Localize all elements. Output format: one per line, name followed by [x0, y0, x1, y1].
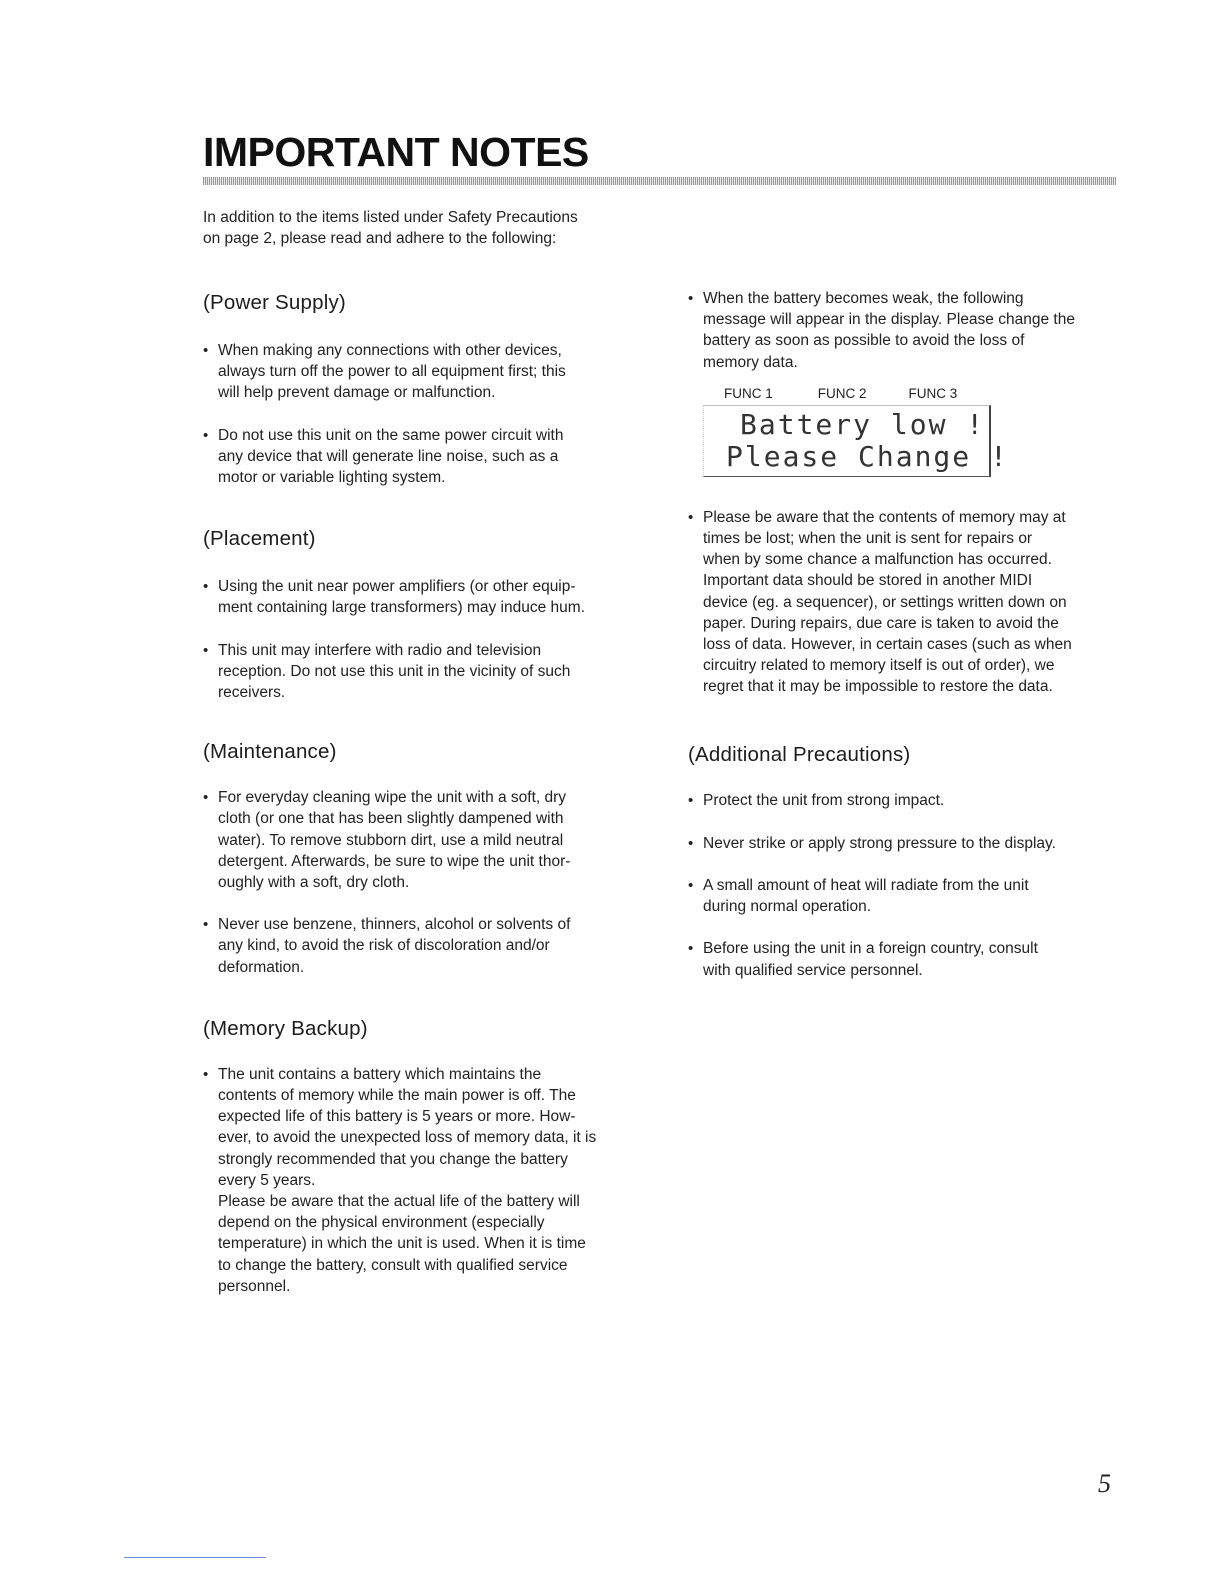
page-number: 5: [1098, 1469, 1111, 1498]
title-underline: [203, 177, 1116, 185]
page-title: IMPORTANT NOTES: [203, 129, 589, 175]
lcd-line-2: Please Change !: [726, 439, 1009, 473]
left-column: [203, 290, 633, 1297]
list-item: • When the battery becomes weak, the following message will appear in the display. Please change the battery as soon as possible to avoid the loss of memory data.: [688, 288, 1120, 373]
section-heading-memory-backup: (Memory Backup): [203, 1016, 368, 1040]
memory-backup-paragraph-1: • The unit contains a battery which maintains the contents of memory while the main power is off. The expected life of this battery is 5 years or more. How- ever, to avoid the unexpected loss of memory data, it is strongly recommended that you change the battery every 5 years.: [218, 1065, 597, 1189]
func-2-label: FUNC 2: [817, 385, 867, 401]
list-item: • Never use benzene, thinners, alcohol or solvents of any kind, to avoid the risk of discoloration and/or deformation.: [203, 914, 633, 978]
footer-rule: [124, 1557, 266, 1558]
power-supply-list: [203, 340, 633, 488]
placement-list: [203, 576, 633, 703]
memory-note-list: [688, 507, 1120, 698]
list-item: [203, 1064, 633, 1297]
section-heading-power-supply: (Power Supply): [203, 291, 346, 314]
memory-backup-list: [203, 1064, 633, 1297]
list-item: • A small amount of heat will radiate from the unit during normal operation.: [688, 875, 1120, 917]
maintenance-list: [203, 787, 633, 978]
lcd-line-1: Battery low !: [740, 407, 986, 441]
list-item: • Before using the unit in a foreign country, consult with qualified service personnel.: [688, 938, 1120, 980]
func-3-label: FUNC 3: [908, 385, 958, 401]
list-item: • When making any connections with other devices, always turn off the power to all equipment first; this will help prevent damage or malfunction.: [203, 340, 633, 404]
list-item: • Do not use this unit on the same power circuit with any device that will generate line noise, such as a motor or variable lighting system.: [203, 425, 633, 489]
list-item: • This unit may interfere with radio and television reception. Do not use this unit in the vicinity of such receivers.: [203, 640, 633, 704]
battery-note-list: [688, 288, 1120, 373]
func-1-label: FUNC 1: [724, 385, 773, 401]
right-column: [688, 288, 1120, 981]
list-item: • Never strike or apply strong pressure to the display.: [688, 833, 1120, 854]
intro-paragraph: In addition to the items listed under Safety Precautions on page 2, please read and adhere to the following:: [203, 209, 578, 247]
list-item: • For everyday cleaning wipe the unit with a soft, dry cloth (or one that has been slightly dampened with water). To remove stubborn dirt, use a mild neutral detergent. Afterwards, be sure to wipe the unit thor- oughly with a soft, dry cloth.: [203, 787, 633, 893]
section-heading-maintenance: (Maintenance): [203, 740, 337, 764]
lcd-screen: [703, 405, 1009, 477]
list-item: • Protect the unit from strong impact.: [688, 790, 1120, 811]
section-heading-additional-precautions: (Additional Precautions): [688, 742, 911, 766]
func-labels: [703, 385, 996, 403]
lcd-display-illustration: [703, 385, 1009, 477]
list-item: • Using the unit near power amplifiers (or other equip- ment containing large transformers) may induce hum.: [203, 576, 633, 618]
additional-precautions-list: [688, 790, 1120, 981]
memory-backup-paragraph-2: Please be aware that the actual life of the battery will depend on the physical environment (especially temperature) in which the unit is used. When it is time to change the battery, consult with qualified service personnel.: [218, 1193, 586, 1295]
section-heading-placement: (Placement): [203, 527, 316, 551]
list-item: • Please be aware that the contents of memory may at times be lost; when the unit is sent for repairs or when by some chance a malfunction has occurred. Important data should be stored in another MIDI device (eg. a sequencer), or settings written down on paper. During repairs, due care is taken to avoid the loss of data. However, in certain cases (such as when circuitry related to memory itself is out of order), we regret that it may be impossible to restore the data.: [688, 507, 1120, 698]
